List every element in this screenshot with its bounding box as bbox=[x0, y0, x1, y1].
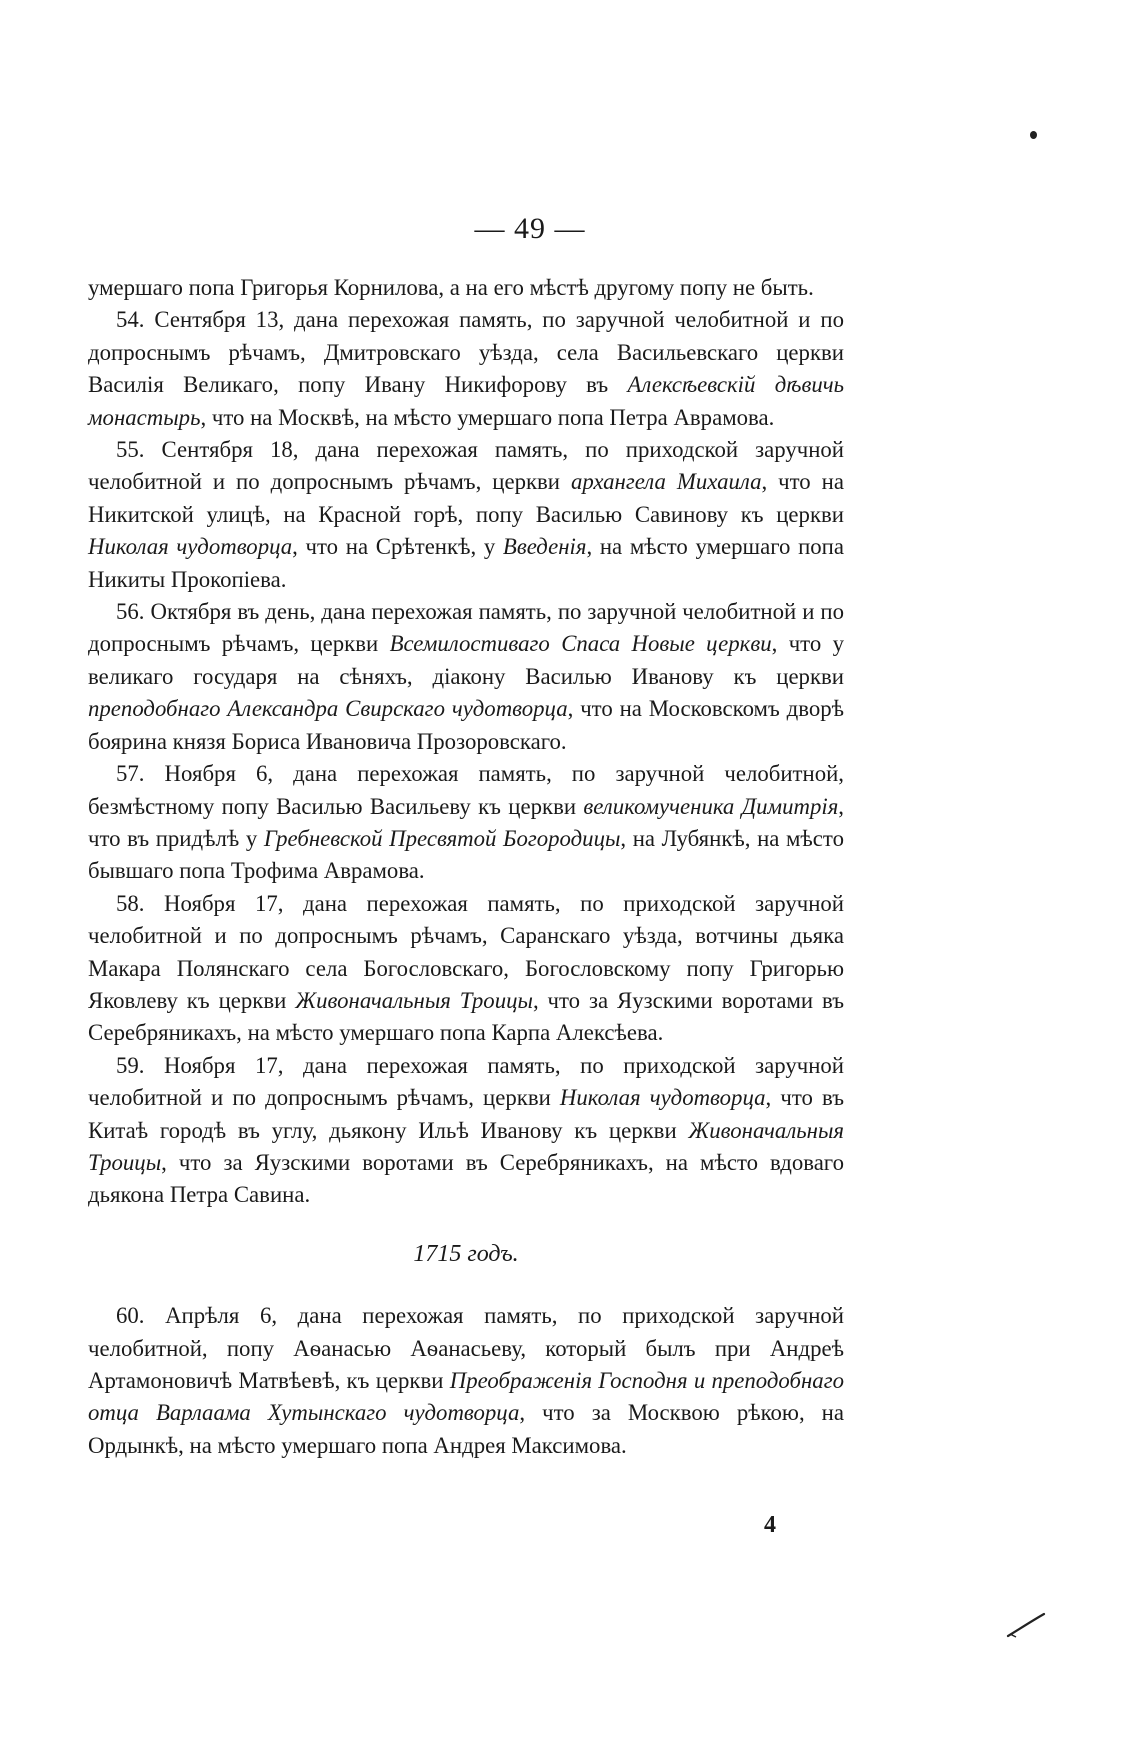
church-name: Алексѣевскій дѣвичь монастырь bbox=[88, 372, 844, 430]
ink-speck bbox=[1030, 131, 1037, 139]
entry-text: , что въ придѣлѣ у bbox=[88, 793, 844, 851]
entry-text: , что на Срѣтенкѣ, у bbox=[292, 534, 503, 560]
entry-text: , что за Яузскими воротами въ Серебряникахъ, на мѣсто вдоваго дьякона Петра Савина. bbox=[88, 1149, 844, 1208]
church-name: Николая чудотворца bbox=[559, 1085, 766, 1111]
church-name: великомученика Димитрія bbox=[583, 793, 839, 819]
page-body bbox=[88, 272, 844, 1462]
entry-text: , на мѣсто умершаго попа Никиты Прокопіева. bbox=[88, 534, 844, 592]
entry-p54 bbox=[88, 304, 844, 434]
entry-text: 55. Сентября 18, дана перехожая память, по приходской заручной челобитной и по допроснымъ рѣчамъ, церкви bbox=[88, 437, 844, 495]
entry-text: , что у великаго государя на сѣняхъ, діакону Василью Иванову къ церкви bbox=[88, 631, 844, 689]
church-name: Преображенія Господня и преподобнаго отца Варлаама Хутынскаго чудотворца bbox=[88, 1368, 844, 1426]
church-name: Живоначальныя Троицы bbox=[295, 987, 533, 1013]
entry-p57 bbox=[88, 758, 844, 888]
entry-p53 bbox=[88, 272, 844, 304]
entry-p60 bbox=[88, 1300, 844, 1462]
church-name: Введенія bbox=[502, 534, 587, 560]
entry-text: , что въ Китаѣ городѣ въ углу, дьякону Ильѣ Иванову къ церкви bbox=[88, 1085, 844, 1143]
entry-text: , что на Никитской улицѣ, на Красной горѣ, попу Василью Савинову къ церкви bbox=[88, 469, 844, 527]
pen-stroke-icon bbox=[1006, 1610, 1046, 1640]
church-name: Гребневской Пресвятой Богородицы bbox=[263, 825, 621, 851]
entry-text: , что на Московскомъ дворѣ боярина князя Бориса Ивановича Прозоровскаго. bbox=[88, 696, 845, 754]
entry-text: умершаго попа Григорья Корнилова, а на его мѣстѣ другому попу не быть. bbox=[88, 275, 814, 300]
entry-text: 57. Ноября 6, дана перехожая память, по заручной челобитной, безмѣстному попу Василью Васильеву къ церкви bbox=[88, 761, 844, 819]
church-name: архангела Михаила bbox=[570, 469, 762, 495]
entry-text: , что за Яузскими воротами въ Серебряникахъ, на мѣсто умершаго попа Карпа Алексѣева. bbox=[88, 987, 844, 1046]
entry-text: , что за Москвою рѣкою, на Ордынкѣ, на мѣсто умершаго попа Андрея Максимова. bbox=[88, 1400, 845, 1458]
signature-mark: 4 bbox=[764, 1512, 776, 1538]
entry-text: , на Лубянкѣ, на мѣсто бывшаго попа Трофима Аврамова. bbox=[88, 825, 844, 884]
entry-text: 56. Октября въ день, дана перехожая память, по заручной челобитной и по допроснымъ рѣчамъ, церкви bbox=[88, 599, 844, 657]
church-name: преподобнаго Александра Свирскаго чудотворца bbox=[88, 696, 568, 722]
entry-text: 60. Апрѣля 6, дана перехожая память, по приходской заручной челобитной, попу Аѳанасью Аѳанасьеву, который былъ при Андреѣ Артамоновичѣ Матвѣевѣ, къ церкви bbox=[88, 1303, 844, 1393]
entry-text: 58. Ноября 17, дана перехожая память, по приходской заручной челобитной и по допроснымъ рѣчамъ, Саранскаго уѣзда, вотчины дьяка Макара Полянскаго села Богословскаго, Богословскому попу Григорью Яковлеву къ церкви bbox=[88, 890, 844, 1013]
entry-text: 54. Сентября 13, дана перехожая память, по заручной челобитной и по допроснымъ рѣчамъ, Дмитровскаго уѣзда, села Васильевскаго церкви Василія Великаго, попу Ивану Никифорову въ bbox=[88, 307, 844, 398]
page-number: — 49 — bbox=[474, 212, 586, 245]
entry-p55 bbox=[88, 434, 844, 596]
entry-p56 bbox=[88, 596, 844, 758]
church-name: Всемилостиваго Спаса Новые церкви bbox=[389, 631, 772, 657]
church-name: Николая чудотворца bbox=[88, 534, 293, 560]
entries-1714 bbox=[88, 272, 844, 1212]
entry-text: 59. Ноября 17, дана перехожая память, по приходской заручной челобитной и по допроснымъ рѣчамъ, церкви bbox=[88, 1052, 844, 1111]
church-name: Живоначальныя Троицы bbox=[88, 1117, 844, 1175]
entry-text: , что на Москвѣ, на мѣсто умершаго попа Петра Аврамова. bbox=[200, 404, 775, 430]
entry-p59 bbox=[88, 1050, 844, 1212]
year-heading: 1715 годъ. bbox=[413, 1240, 519, 1267]
entries-1715 bbox=[88, 1300, 844, 1462]
entry-p58 bbox=[88, 888, 844, 1050]
